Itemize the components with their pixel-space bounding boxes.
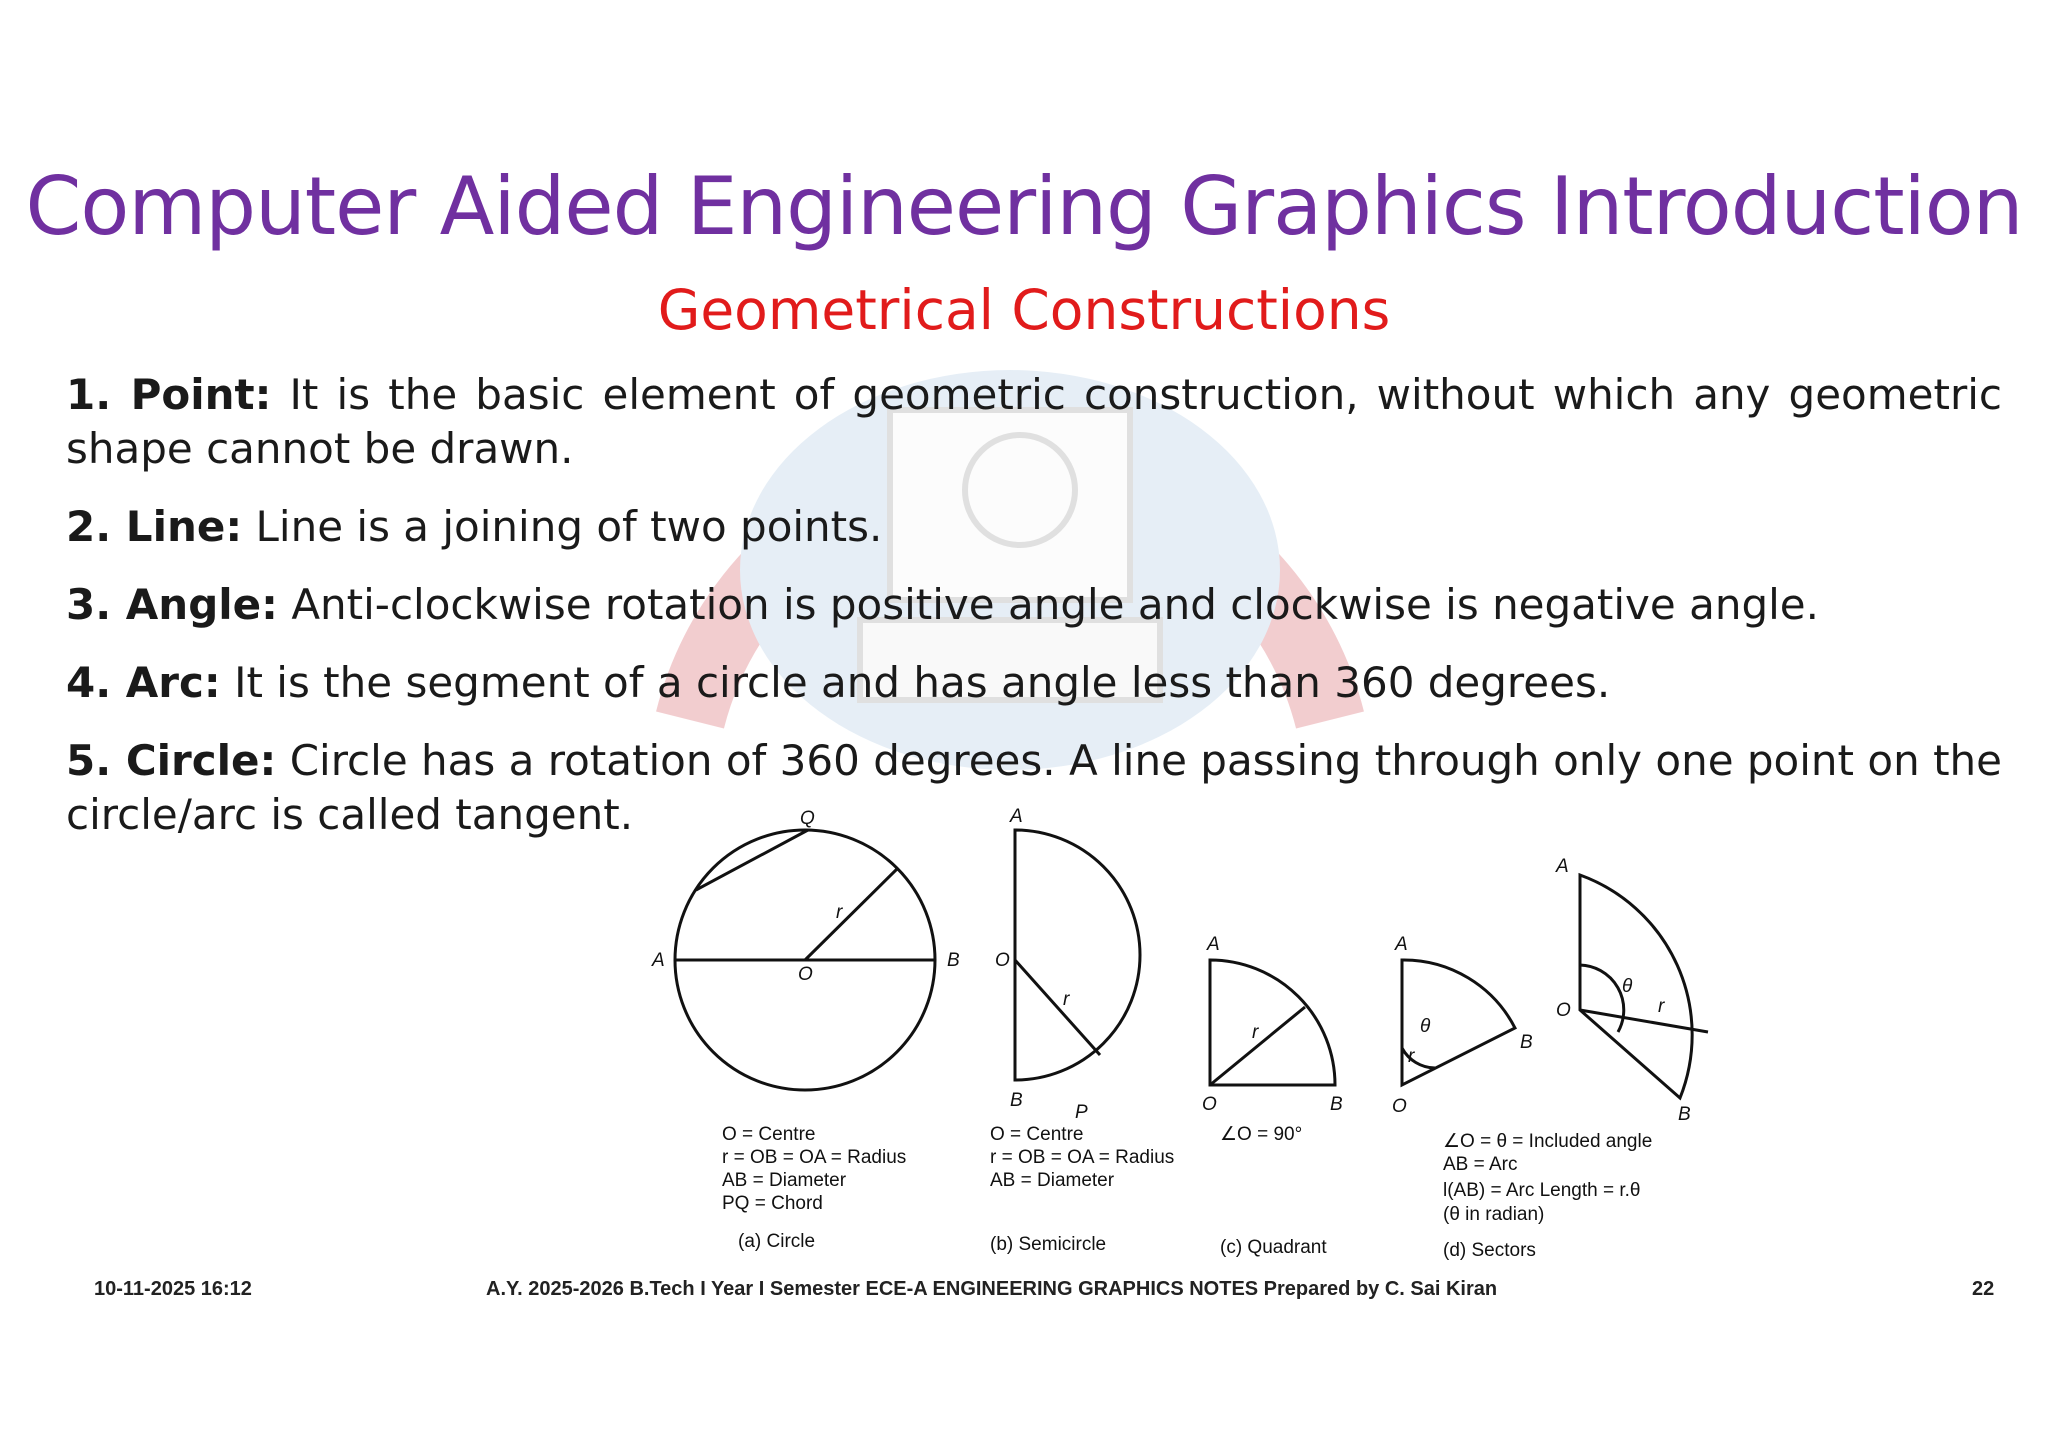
label-O: O — [1202, 1094, 1217, 1115]
definition-angle — [66, 578, 2002, 632]
sectors-caption: (d) Sectors — [1443, 1240, 1536, 1261]
definition-arc — [66, 656, 2002, 710]
label-O: O — [1556, 1000, 1571, 1021]
label-A: A — [1010, 806, 1023, 827]
label-A: A — [652, 950, 665, 971]
label-B: B — [947, 950, 960, 971]
circle-legend-line: O = Centre — [722, 1124, 816, 1145]
label-r: r — [1063, 989, 1070, 1010]
definition-label: 1. Point: — [66, 370, 272, 419]
semicircle-legend-line: AB = Diameter — [990, 1170, 1115, 1191]
footer-datetime: 10-11-2025 16:12 — [94, 1278, 252, 1300]
definition-text: Line is a joining of two points. — [255, 502, 883, 551]
sectors-legend-line: l(AB) = Arc Length = r.θ — [1443, 1180, 1641, 1201]
footer-course-info: A.Y. 2025-2026 B.Tech I Year I Semester ECE-A ENGINEERING GRAPHICS NOTES Prepared by C. Sai Kiran — [486, 1278, 1498, 1300]
slide-title: Computer Aided Engineering Graphics Introduction — [25, 160, 2023, 253]
label-Q: Q — [800, 808, 815, 829]
definition-text: Anti-clockwise rotation is positive angle and clockwise is negative angle. — [291, 580, 1819, 629]
definitions-list — [66, 368, 2002, 866]
label-theta: θ — [1622, 976, 1633, 997]
sectors-legend-line: AB = Arc — [1443, 1154, 1518, 1175]
definition-label: 2. Line: — [66, 502, 243, 551]
quadrant-shape — [1210, 960, 1335, 1085]
circle-legend-line: PQ = Chord — [722, 1193, 823, 1214]
label-A: A — [1207, 934, 1220, 955]
label-r: r — [836, 902, 843, 923]
semicircle-caption: (b) Semicircle — [990, 1234, 1107, 1255]
label-r: r — [1658, 996, 1665, 1017]
semicircle-radius — [1015, 960, 1100, 1055]
circle-legend-line: AB = Diameter — [722, 1170, 847, 1191]
label-O: O — [798, 964, 813, 985]
label-P: P — [1075, 1102, 1088, 1123]
label-theta: θ — [1420, 1016, 1431, 1037]
definition-label: 4. Arc: — [66, 658, 221, 707]
label-B: B — [1678, 1104, 1691, 1125]
definition-text: It is the basic element of geometric construction, without which any geometric shape cannot be drawn. — [66, 370, 2002, 473]
circle-radius — [805, 868, 898, 960]
label-O: O — [1392, 1096, 1407, 1117]
label-r: r — [1252, 1022, 1259, 1043]
definition-label: 3. Angle: — [66, 580, 278, 629]
sector-small-angle-arc — [1402, 1048, 1435, 1068]
geometry-figure-svg — [640, 800, 1720, 1270]
definition-text: It is the segment of a circle and has angle less than 360 degrees. — [234, 658, 1611, 707]
circle-caption: (a) Circle — [738, 1231, 816, 1252]
semicircle-legend-line: O = Centre — [990, 1124, 1084, 1145]
semicircle-legend-line: r = OB = OA = Radius — [990, 1147, 1175, 1168]
definition-text: Circle has a rotation of 360 degrees. A line passing through only one point on the circle/arc is called tangent. — [66, 736, 2003, 839]
definition-line — [66, 500, 2002, 554]
section-subtitle: Geometrical Constructions — [657, 278, 1391, 342]
label-B: B — [1330, 1094, 1343, 1115]
quadrant-caption: (c) Quadrant — [1220, 1237, 1327, 1258]
label-A: A — [1556, 856, 1569, 877]
geometry-figure — [640, 800, 1720, 1270]
label-B: B — [1520, 1032, 1533, 1053]
sector-small-shape — [1402, 960, 1515, 1085]
label-B: B — [1010, 1090, 1023, 1111]
quadrant-legend-line: ∠O = 90° — [1220, 1124, 1303, 1145]
definition-label: 5. Circle: — [66, 736, 277, 785]
circle-legend-line: r = OB = OA = Radius — [722, 1147, 907, 1168]
label-O: O — [995, 950, 1010, 971]
sector-large-shape — [1580, 875, 1692, 1098]
definition-point — [66, 368, 2002, 476]
circle-chord — [696, 830, 808, 890]
sector-large-angle-arc — [1580, 965, 1624, 1032]
label-A: A — [1395, 934, 1408, 955]
footer-page-number: 22 — [1972, 1278, 1995, 1300]
sectors-legend-line: ∠O = θ = Included angle — [1443, 1131, 1653, 1152]
label-r: r — [1408, 1046, 1415, 1067]
quadrant-radius — [1210, 1007, 1305, 1085]
semicircle-shape — [1015, 830, 1140, 1080]
sectors-legend-line: (θ in radian) — [1443, 1204, 1545, 1225]
